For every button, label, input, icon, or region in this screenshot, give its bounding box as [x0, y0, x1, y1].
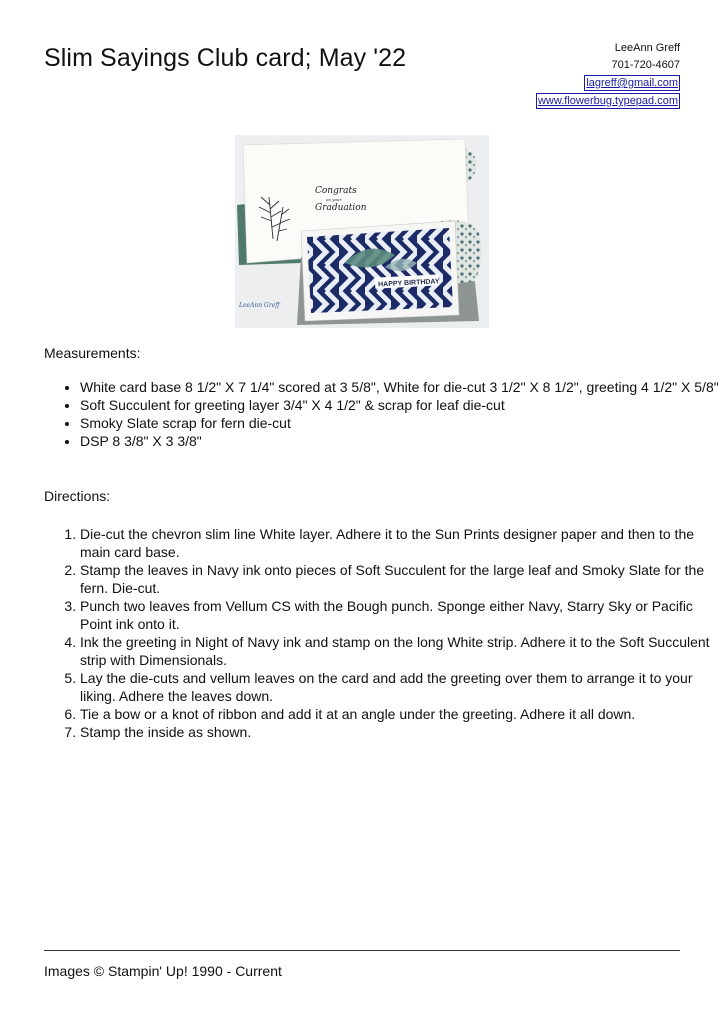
- photo-signature: LeeAnn Greff: [239, 302, 280, 309]
- list-item: 3. Punch two leaves from Vellum CS with the Bough punch. Sponge either Navy, Starry Sky or Pacific Point ink onto it.: [80, 597, 716, 633]
- list-item: • DSP 8 3/8" X 3 3/8": [80, 432, 720, 450]
- svg-text:Graduation: Graduation: [315, 203, 367, 213]
- list-item: • White card base 8 1/2" X 7 1/4" scored at 3 5/8", White for die-cut 3 1/2" X 8 1/2", greeting 4 1/2" X 5/8": [80, 378, 720, 396]
- list-item: • Smoky Slate scrap for fern die-cut: [80, 414, 720, 432]
- measurements-list: [44, 378, 720, 450]
- svg-text:Congrats: Congrats: [315, 186, 357, 196]
- svg-text:on your: on your: [326, 197, 342, 202]
- list-item: • Soft Succulent for greeting layer 3/4" X 4 1/2" & scrap for leaf die-cut: [80, 396, 720, 414]
- card-photo: [235, 135, 489, 328]
- list-item: 7. Stamp the inside as shown.: [80, 723, 716, 741]
- contact-phone: 701-720-4607: [611, 59, 680, 71]
- list-item: 5. Lay the die-cuts and vellum leaves on the card and add the greeting over them to arrange it to your liking. Adhere the leaves down.: [80, 669, 716, 705]
- email-link[interactable]: lagreff@gmail.com: [586, 77, 678, 89]
- front-greeting: HAPPY BIRTHDAY: [377, 278, 440, 289]
- footer-copyright: Images © Stampin' Up! 1990 - Current: [44, 963, 282, 979]
- directions-heading: Directions:: [44, 488, 111, 504]
- list-item: 6. Tie a bow or a knot of ribbon and add it at an angle under the greeting. Adhere it all down.: [80, 705, 716, 723]
- measurements-heading: Measurements:: [44, 345, 141, 361]
- list-item: 2. Stamp the leaves in Navy ink onto pieces of Soft Succulent for the large leaf and Smoky Slate for the fern. Die-cut.: [80, 561, 716, 597]
- page-title: Slim Sayings Club card; May '22: [44, 44, 407, 72]
- website-link[interactable]: www.flowerbug.typepad.com: [537, 95, 678, 107]
- contact-block: [536, 40, 680, 110]
- list-item: 4. Ink the greeting in Night of Navy ink and stamp on the long White strip. Adhere it to the Soft Succulent strip with Dimensionals.: [80, 633, 716, 669]
- contact-name: LeeAnn Greff: [614, 42, 680, 54]
- chevron-panel: [307, 228, 453, 313]
- list-item: 1. Die-cut the chevron slim line White layer. Adhere it to the Sun Prints designer paper and then to the main card base.: [80, 525, 716, 561]
- footer-divider: [44, 950, 680, 951]
- directions-list: [44, 525, 716, 741]
